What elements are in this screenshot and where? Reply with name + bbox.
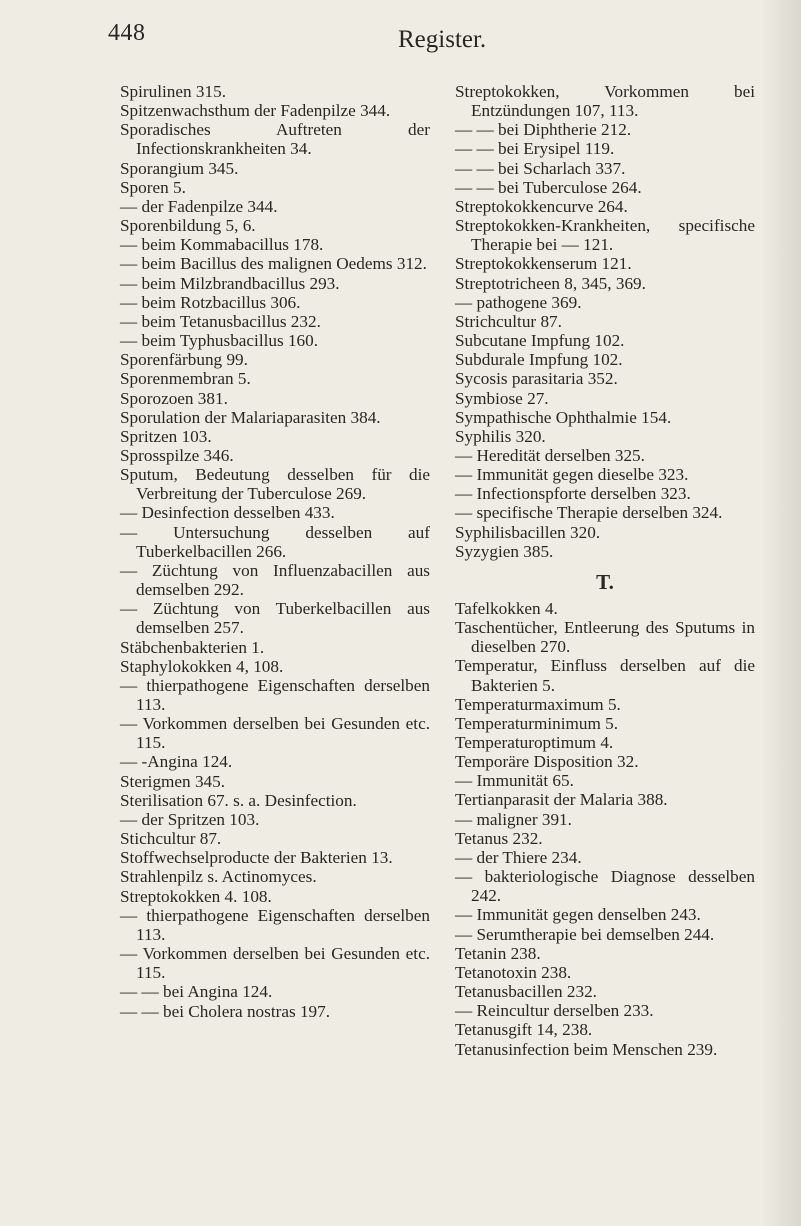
- index-entry: — beim Typhusbacillus 160.: [120, 331, 319, 351]
- index-entry: Sycosis parasitaria 352.: [455, 369, 618, 389]
- index-entry: Streptotricheen 8, 345, 369.: [455, 273, 646, 293]
- index-entry: — Vorkommen derselben bei Gesunden etc. 115.: [120, 714, 430, 753]
- index-entry: Strichcultur 87.: [455, 311, 562, 331]
- index-entry: Tertianparasit der Malaria 388.: [455, 790, 668, 810]
- index-column-left: [120, 82, 430, 1021]
- index-entry: Sterigmen 345.: [120, 771, 226, 791]
- index-entry: Tafelkokken 4.: [455, 598, 558, 618]
- index-entry: — Vorkommen derselben bei Gesunden etc. 115.: [120, 944, 430, 983]
- index-entry: — Infectionspforte derselben 323.: [455, 484, 691, 504]
- index-entry: — Reincultur derselben 233.: [455, 1001, 654, 1021]
- index-entry: Sporenbildung 5, 6.: [120, 216, 256, 236]
- index-entry: — der Spritzen 103.: [120, 809, 260, 829]
- index-entry: Sporozoen 381.: [120, 388, 228, 408]
- index-entry: Temperaturmaximum 5.: [455, 694, 621, 714]
- index-entry: Syphilisbacillen 320.: [455, 522, 601, 542]
- index-entry: Spitzenwachsthum der Fadenpilze 344.: [120, 101, 391, 121]
- index-entry: — Züchtung von Influenzabacillen aus demselben 292.: [120, 560, 430, 600]
- index-entry: Temporäre Disposition 32.: [455, 752, 639, 772]
- running-title: Register.: [398, 26, 487, 53]
- index-entry: Sympathische Ophthalmie 154.: [455, 407, 672, 427]
- index-entry: — beim Bacillus des malignen Oedems 312.: [120, 254, 427, 274]
- index-entry: Streptokokken-Krankheiten, specifische Therapie bei — 121.: [455, 216, 755, 255]
- index-entry: Temperatur, Einfluss derselben auf die Bakterien 5.: [455, 656, 755, 695]
- index-entry: — — bei Erysipel 119.: [455, 139, 615, 159]
- index-entry: Taschentücher, Entleerung des Sputums in dieselben 270.: [455, 618, 755, 657]
- index-entry: — beim Milzbrandbacillus 293.: [120, 273, 340, 293]
- index-entry: Sprosspilze 346.: [120, 445, 234, 465]
- index-entry: Sporangium 345.: [120, 158, 239, 178]
- index-entry: Stäbchenbakterien 1.: [120, 637, 265, 657]
- index-entry: Symbiose 27.: [455, 388, 549, 408]
- section-heading-t: T.: [596, 569, 614, 594]
- index-entry: Sterilisation 67. s. a. Desinfection.: [120, 790, 357, 810]
- index-entry: Temperaturoptimum 4.: [455, 733, 614, 752]
- index-entry: — thierpathogene Eigenschaften derselben 113.: [120, 675, 430, 714]
- index-entry: Subcutane Impfung 102.: [455, 331, 625, 351]
- index-entry: Sporen 5.: [120, 177, 186, 197]
- index-entry: — — bei Scharlach 337.: [455, 158, 626, 178]
- index-entry: — beim Rotzbacillus 306.: [120, 292, 301, 312]
- page-number: 448: [108, 20, 146, 46]
- index-entry: Stoffwechselproducte der Bakterien 13.: [120, 848, 393, 868]
- index-entry: Tetanusgift 14, 238.: [455, 1020, 593, 1040]
- index-entry: — Serumtherapie bei demselben 244.: [455, 924, 715, 944]
- index-entry: Tetanin 238.: [455, 943, 541, 963]
- index-entry: Sporadisches Auftreten der Infectionskrankheiten 34.: [120, 120, 430, 159]
- index-entry: Tetanusbacillen 232.: [455, 982, 597, 1002]
- index-entry: — — bei Tuberculose 264.: [455, 177, 642, 197]
- index-entry: — specifische Therapie derselben 324.: [455, 503, 723, 523]
- index-entry: — — bei Cholera nostras 197.: [120, 1001, 331, 1021]
- index-entry: Sporenfärbung 99.: [120, 350, 248, 370]
- index-entry: Sporenmembran 5.: [120, 369, 251, 389]
- index-entry: — Immunität gegen denselben 243.: [455, 905, 701, 925]
- index-entry: — der Fadenpilze 344.: [120, 196, 278, 216]
- index-entry: — beim Tetanusbacillus 232.: [120, 311, 321, 331]
- index-entry: Staphylokokken 4, 108.: [120, 656, 284, 676]
- index-entry: Streptokokken 4. 108.: [120, 886, 272, 906]
- index-entry: Tetanotoxin 238.: [455, 962, 572, 982]
- page-header: [0, 20, 801, 60]
- index-entry: — — bei Diphtherie 212.: [455, 120, 632, 140]
- index-entry: Streptokokkenserum 121.: [455, 254, 632, 274]
- index-entry: Tetanusinfection beim Menschen 239.: [455, 1039, 718, 1059]
- index-entry: Subdurale Impfung 102.: [455, 350, 623, 370]
- index-entry: Spirulinen 315.: [120, 82, 226, 101]
- index-entry: Sporulation der Malariaparasiten 384.: [120, 407, 381, 427]
- index-entry: — Desinfection desselben 433.: [120, 503, 335, 523]
- index-entry: Spritzen 103.: [120, 426, 212, 446]
- index-entry: Strahlenpilz s. Actinomyces.: [120, 867, 317, 887]
- page-edge-shadow: [761, 0, 801, 1226]
- index-entry: — — bei Angina 124.: [120, 982, 273, 1002]
- index-entry: Syphilis 320.: [455, 426, 546, 446]
- index-entry: — maligner 391.: [455, 809, 572, 829]
- index-entry: Syzygien 385.: [455, 541, 554, 561]
- index-entry: — bakteriologische Diagnose desselben 242.: [455, 867, 755, 906]
- index-entry: — beim Kommabacillus 178.: [120, 235, 324, 255]
- index-entry: Stichcultur 87.: [120, 829, 222, 849]
- index-entry: — pathogene 369.: [455, 292, 582, 312]
- index-entry: Streptokokken, Vorkommen bei Entzündungen 107, 113.: [455, 82, 755, 121]
- index-entry: — Immunität 65.: [455, 771, 574, 791]
- index-entry: Temperaturminimum 5.: [455, 713, 618, 733]
- index-entry: Streptokokkencurve 264.: [455, 196, 628, 216]
- index-section-t: [455, 599, 755, 1059]
- index-entry: Sputum, Bedeutung desselben für die Verbreitung der Tuberculose 269.: [120, 465, 430, 504]
- index-entry: — Züchtung von Tuberkelbacillen aus demselben 257.: [120, 599, 430, 638]
- index-entry: — -Angina 124.: [120, 752, 233, 772]
- index-entry: — Untersuchung desselben auf Tuberkelbacillen 266.: [120, 522, 430, 561]
- index-section-s-continued: [455, 82, 755, 561]
- index-entry: — der Thiere 234.: [455, 847, 582, 867]
- index-entry: Tetanus 232.: [455, 828, 543, 848]
- index-column-right: [455, 82, 755, 1059]
- index-entry: — Heredität derselben 325.: [455, 445, 645, 465]
- index-entry: — thierpathogene Eigenschaften derselben 113.: [120, 905, 430, 944]
- index-entry: — Immunität gegen dieselbe 323.: [455, 465, 689, 485]
